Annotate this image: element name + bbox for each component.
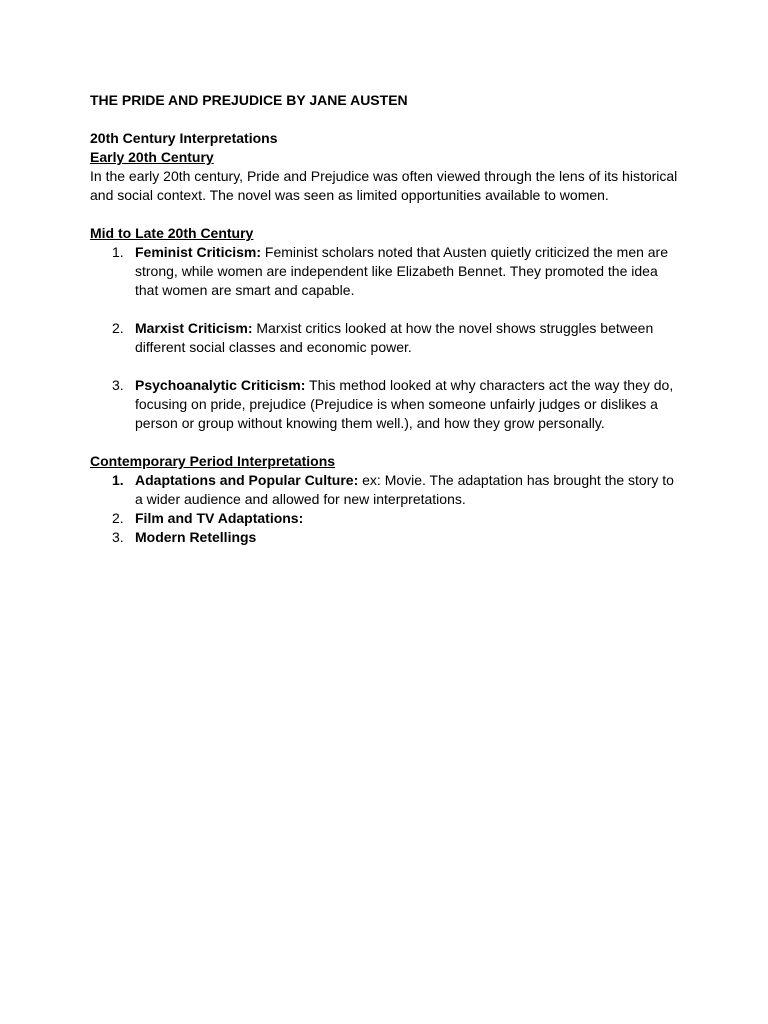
list-term: Psychoanalytic Criticism: — [135, 377, 306, 393]
list-item-modern-retellings — [90, 528, 680, 547]
list-text: This method looked at why characters act the way they do, focusing on pride, prejudice (Prejudice is when someone unfairly judges or dislikes a person or group without knowing them well.), and how they grow personally. — [135, 377, 674, 431]
list-term: Modern Retellings — [135, 529, 257, 545]
spacer — [90, 110, 680, 129]
list-item-adaptations-popular-culture — [90, 471, 680, 509]
list-item-marxist — [90, 319, 680, 357]
list-number: 2. — [112, 510, 124, 526]
section-heading-20th-century: 20th Century Interpretations — [90, 130, 278, 146]
list-number: 1. — [112, 244, 124, 260]
spacer — [90, 205, 680, 224]
list-number: 3. — [112, 529, 124, 545]
contemporary-list — [90, 471, 680, 547]
list-text: Marxist critics looked at how the novel shows struggles between different social classes and economic power. — [135, 320, 654, 355]
subheading-mid-late-20th-century: Mid to Late 20th Century — [90, 225, 254, 241]
list-item-feminist — [90, 243, 680, 300]
list-number: 1. — [112, 472, 124, 488]
list-item-film-tv — [90, 509, 680, 528]
subheading-contemporary: Contemporary Period Interpretations — [90, 453, 336, 469]
document-page — [90, 91, 680, 547]
list-text: ex: Movie. The adaptation has brought the story to a wider audience and allowed for new interpretations. — [135, 472, 674, 507]
list-term: Film and TV Adaptations: — [135, 510, 304, 526]
document-title: THE PRIDE AND PREJUDICE BY JANE AUSTEN — [90, 92, 408, 108]
list-term: Adaptations and Popular Culture: — [135, 472, 359, 488]
paragraph-early-20th-century: In the early 20th century, Pride and Prejudice was often viewed through the lens of its historical and social context. The novel was seen as limited opportunities available to women. — [90, 168, 678, 203]
list-item-psychoanalytic — [90, 376, 680, 433]
list-gap — [90, 300, 680, 319]
list-number: 2. — [112, 320, 124, 336]
list-number: 3. — [112, 377, 124, 393]
list-gap — [90, 357, 680, 376]
list-term: Feminist Criticism: — [135, 244, 262, 260]
spacer — [90, 433, 680, 452]
criticism-list — [90, 243, 680, 433]
list-text: Feminist scholars noted that Austen quietly criticized the men are strong, while women are independent like Elizabeth Bennet. They promoted the idea that women are smart and capable. — [135, 244, 669, 298]
list-term: Marxist Criticism: — [135, 320, 253, 336]
subheading-early-20th-century: Early 20th Century — [90, 149, 214, 165]
